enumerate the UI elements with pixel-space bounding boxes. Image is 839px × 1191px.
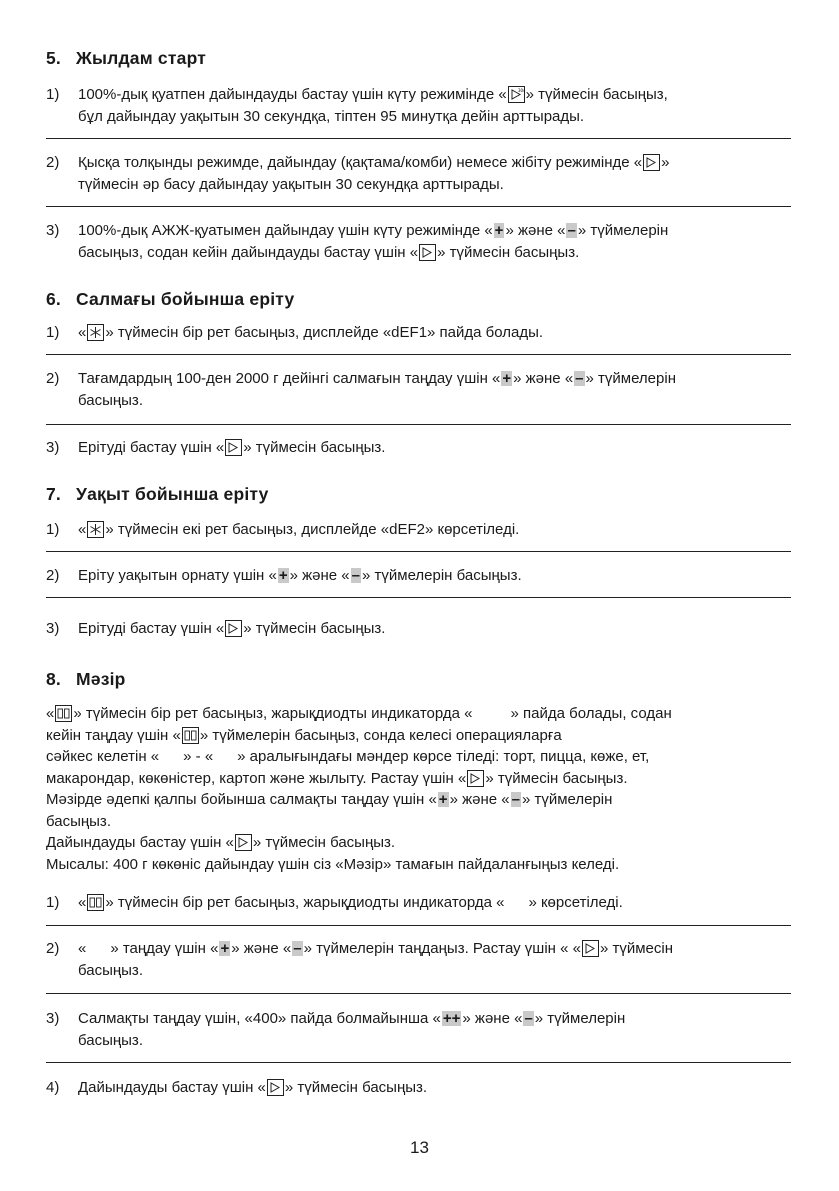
start-icon [508,86,525,103]
page-number: 13 [410,1138,429,1157]
section-heading-5: 5. Жылдам старт [46,48,206,68]
defrost-icon [87,521,104,538]
s5-step-1: 1) 100%-дық қуатпен дайындауды бастау үшін күту режимінде « 30s » түймесін басыңыз, бұл дайындау уақытын 30 секундқа, тіптен 95 минутқа дейін арттырады. [46,86,668,125]
divider [46,925,791,926]
s5-step-3: 3) 100%-дық АЖЖ-қуатымен дайындау үшін күту режимінде « + » және « – » түймелерін басыңыз, содан кейін дайындауды бастау үшін « » түймесін басыңыз. [46,222,669,261]
minus-key: – [511,791,520,808]
s7-step-1: 1) « » түймесін екі рет басыңыз, дисплейде «dEF2» көрсетіледі. [46,521,520,538]
minus-key: – [575,370,584,387]
menu-icon [55,705,72,722]
divider [46,597,791,598]
section-heading-6: 6. Салмағы бойынша еріту [46,289,295,309]
divider [46,354,791,355]
divider [46,206,791,207]
s6-step-3: 3) Ерітуді бастау үшін « » түймесін басыңыз. [46,439,386,456]
defrost-icon [87,324,104,341]
start-icon [225,439,242,456]
menu-icon [87,894,104,911]
plus-key: + [220,940,230,957]
s7-step-2: 2) Еріту уақытын орнату үшін « + » және « – » түймелерін басыңыз. [46,567,522,584]
start-icon [225,620,242,637]
s6-step-2: 2) Тағамдардың 100-ден 2000 г дейінгі салмағын таңдау үшін « + » және « – » түймелерін басыңыз. [46,370,676,409]
plus-key: + [438,791,448,808]
plus-key: + [494,222,504,239]
start-icon [467,770,484,787]
minus-key: – [293,940,302,957]
plus-key: + [278,567,288,584]
divider [46,1062,791,1063]
minus-key: – [567,222,576,239]
start-icon [267,1079,284,1096]
s8-step-3: 3) Салмақты таңдау үшін, «400» пайда болмайынша « ++ » және « – » түймелерін басыңыз. [46,1010,626,1049]
s6-step-1: 1) « » түймесін бір рет басыңыз, дисплейде «dEF1» пайда болады. [46,324,544,341]
s8-step-1: 1) « » түймесін бір рет басыңыз, жарықдиодты индикаторда « » көрсетіледі. [46,894,623,911]
section-heading-7: 7. Уақыт бойынша еріту [46,484,269,504]
minus-key: – [524,1010,533,1027]
divider [46,551,791,552]
menu-icon [182,727,199,744]
start-icon [235,834,252,851]
svg-text:30s: 30s [517,88,525,93]
s8-step-2: 2) « » таңдау үшін « + » және « – » түймелерін таңдаңыз. Растау үшін « « » түймесін басыңыз. [46,940,674,979]
section-heading-8: 8. Мәзір [46,669,126,689]
s8-step-4: 4) Дайындауды бастау үшін « » түймесін басыңыз. [46,1079,428,1096]
plus-key: ++ [442,1010,461,1027]
start-icon [643,154,660,171]
s5-step-2: 2) Қысқа толқынды режимде, дайындау (қақтама/комби) немесе жібіту режимінде « » түймесін әр басу дайындау уақытын 30 секундқа арттырады. [46,154,670,193]
start-icon [419,244,436,261]
divider [46,993,791,994]
divider [46,424,791,425]
s7-step-3: 3) Ерітуді бастау үшін « » түймесін басыңыз. [46,620,386,637]
divider [46,138,791,139]
start-icon [582,940,599,957]
s8-paragraph: « » түймесін бір рет басыңыз, жарықдиодты индикаторда « » пайда болады, содан кейін таңдау үшін « » түймелерін басыңыз, сонда келесі операцияларға сәйкес келетін « » - « » аралығындағы мәндер көрсе тіледі: торт, пицца, көже, ет, макарондар, көкөністер, картоп және жылыту. Растау үшін « » түймесін басыңыз. Мәзірде әдепкі қалпы бойынша салмақты таңдау үшін « + » және « – » түймелерін басыңыз. Дайындауды бастау үшін « » түймесін басыңыз. Мысалы: 400 г көкөніс дайындау үшін сіз «Мәзір» тамағын пайдаланғыңыз келеді. [46,705,672,873]
minus-key: – [351,567,360,584]
plus-key: + [502,370,512,387]
